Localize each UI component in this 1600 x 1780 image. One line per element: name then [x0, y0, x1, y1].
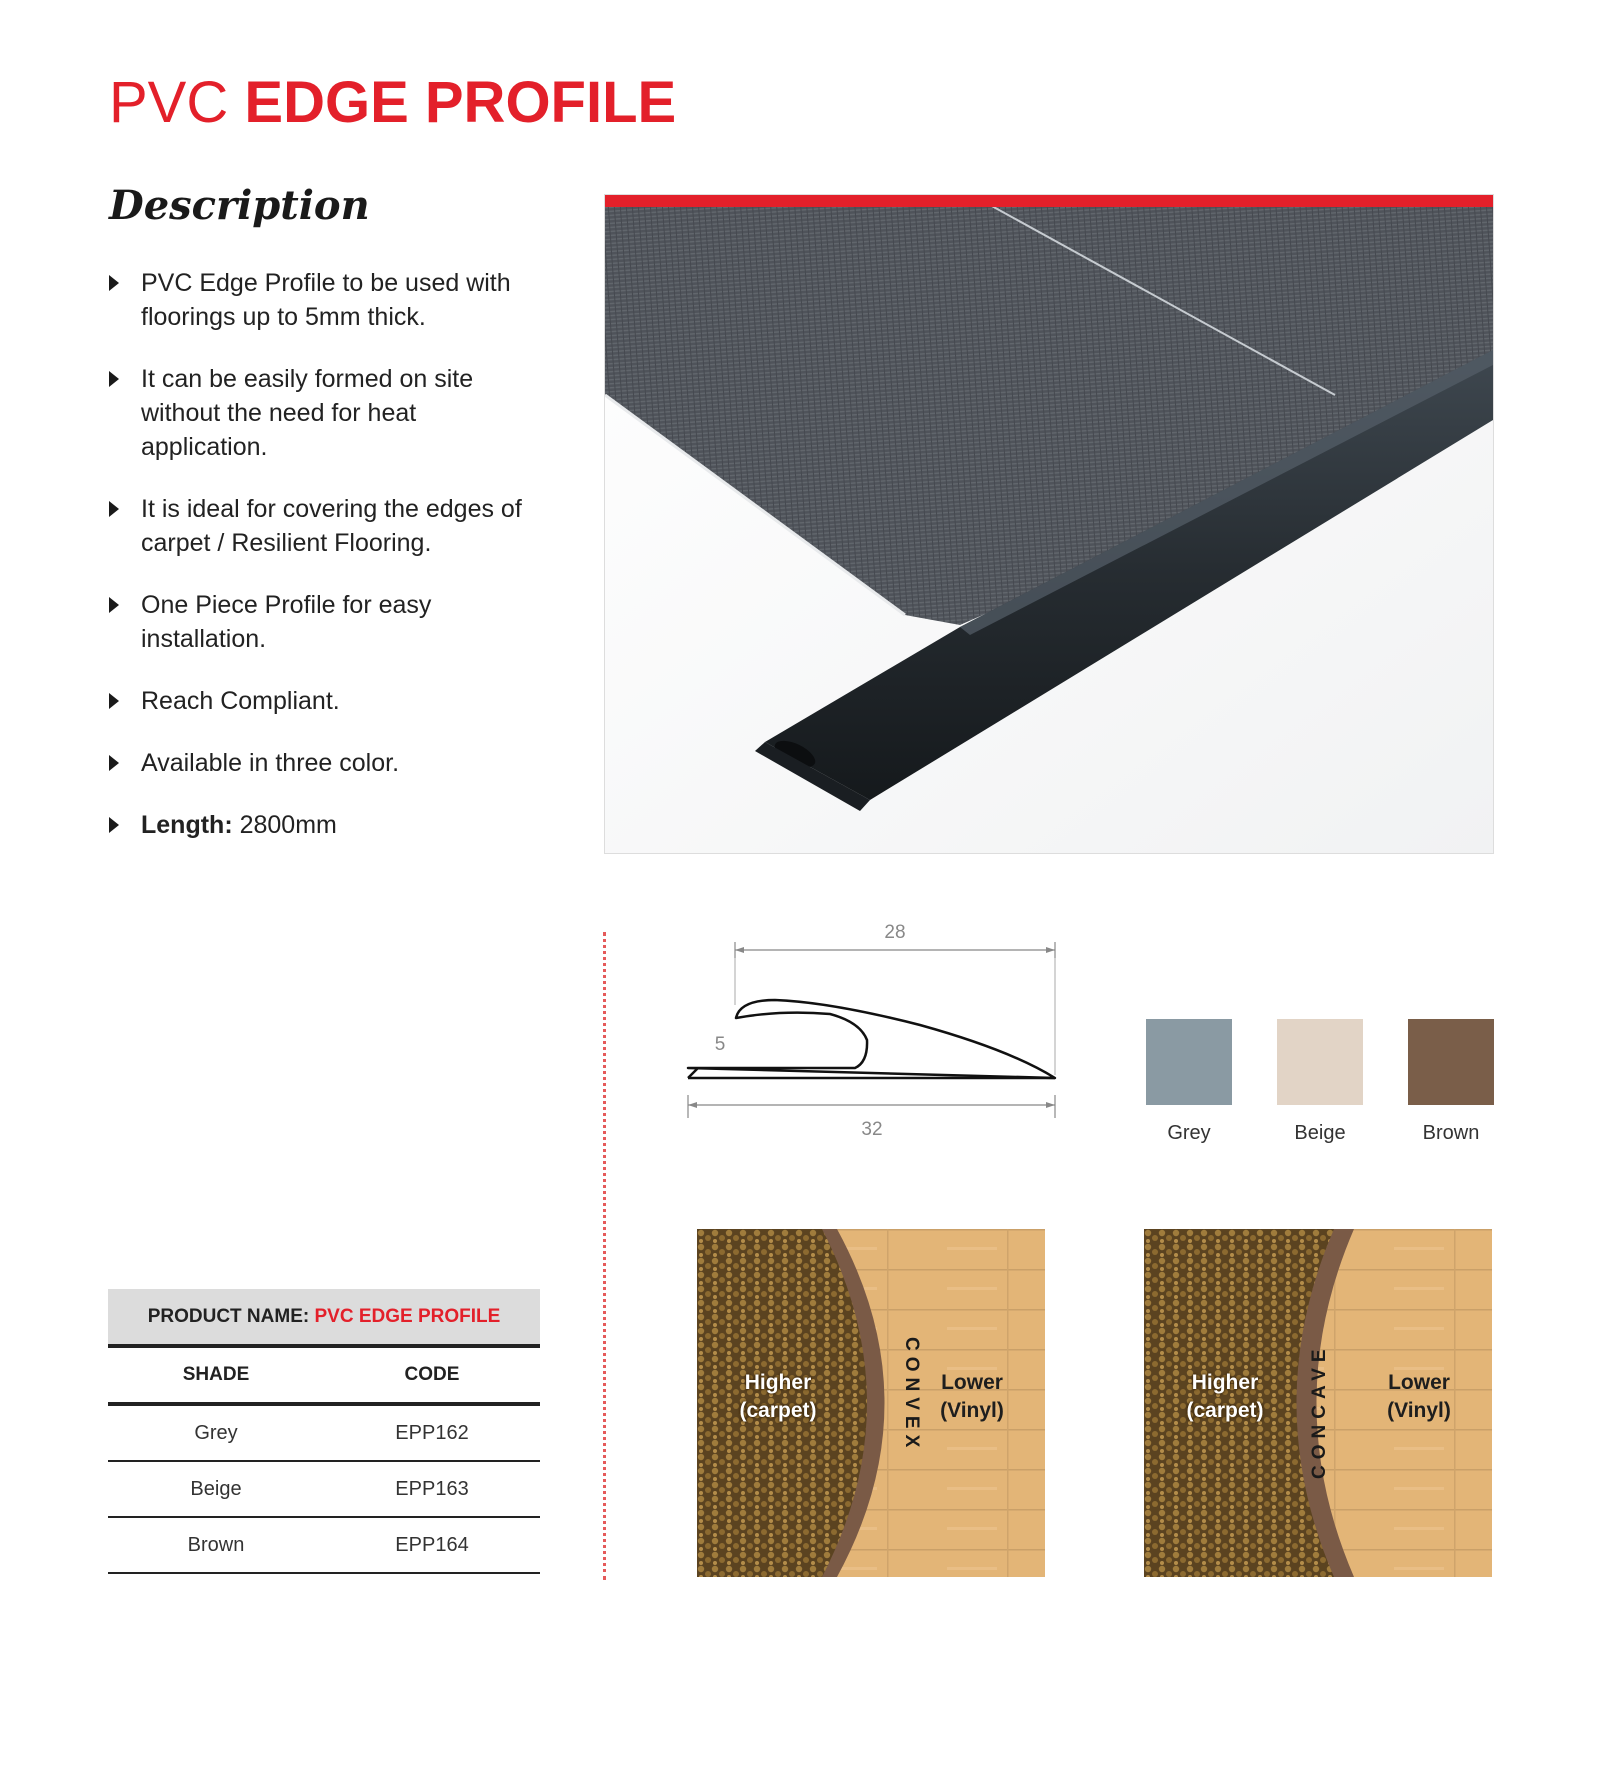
cross-section-diagram — [680, 910, 1080, 1150]
dotted-divider — [603, 932, 606, 1580]
list-item: It can be easily formed on site without the need for heat application. — [107, 362, 547, 464]
bottom-dim-label: 32 — [861, 1119, 883, 1140]
swatch-label-beige: Beige — [1294, 1122, 1346, 1144]
bullet-triangle-icon — [109, 371, 119, 387]
description-list — [107, 266, 547, 870]
cell-code: EPP162 — [395, 1421, 469, 1444]
cell-shade: Beige — [190, 1477, 242, 1500]
height-dim-label: 5 — [714, 1034, 726, 1055]
bullet-triangle-icon — [109, 501, 119, 517]
table-column-headers — [108, 1348, 540, 1406]
swatch-label-brown: Brown — [1422, 1122, 1480, 1144]
bullet-triangle-icon — [109, 817, 119, 833]
product-name-value: PVC EDGE PROFILE — [314, 1306, 501, 1327]
swatch-brown — [1408, 1019, 1494, 1105]
list-item: One Piece Profile for easy installation. — [107, 588, 547, 656]
swatch-beige — [1277, 1019, 1363, 1105]
bullet-triangle-icon — [109, 755, 119, 771]
description-heading: Description — [109, 182, 370, 229]
cell-shade: Brown — [187, 1533, 245, 1556]
length-value: 2800mm — [239, 811, 337, 839]
list-item: PVC Edge Profile to be used with floorings up to 5mm thick. — [107, 266, 547, 334]
table-row — [108, 1518, 540, 1574]
column-header-code: CODE — [404, 1364, 460, 1385]
bullet-triangle-icon — [109, 693, 119, 709]
convex-label: CONVEX — [901, 1337, 922, 1454]
convex-lower-label: Lower (Vinyl) — [940, 1371, 1004, 1422]
cell-code: EPP164 — [395, 1533, 469, 1556]
length-label: Length: — [141, 811, 233, 839]
column-header-shade: SHADE — [182, 1364, 250, 1385]
swatch-label-grey: Grey — [1167, 1122, 1211, 1144]
concave-higher-label: Higher (carpet) — [1186, 1371, 1264, 1422]
convex-higher-label: Higher (carpet) — [739, 1371, 817, 1422]
table-row — [108, 1406, 540, 1462]
concave-tile — [1144, 1229, 1492, 1577]
page-title — [109, 68, 676, 138]
bullet-triangle-icon — [109, 597, 119, 613]
title-bold: EDGE PROFILE — [244, 70, 677, 135]
concave-lower-label: Lower (Vinyl) — [1387, 1371, 1451, 1422]
product-name-label: PRODUCT NAME: — [147, 1306, 310, 1327]
convex-tile — [697, 1229, 1045, 1577]
list-item: Reach Compliant. — [107, 684, 547, 718]
top-dim-label: 28 — [884, 922, 906, 943]
profile-outline — [688, 1000, 1055, 1078]
cell-shade: Grey — [194, 1421, 238, 1444]
list-item-length — [107, 808, 547, 842]
swatch-grey — [1146, 1019, 1232, 1105]
bullet-triangle-icon — [109, 275, 119, 291]
product-table — [108, 1289, 540, 1574]
table-row — [108, 1462, 540, 1518]
title-light: PVC — [109, 70, 229, 135]
product-photo-illustration — [605, 195, 1493, 853]
product-table-header — [108, 1289, 540, 1348]
list-item: It is ideal for covering the edges of carpet / Resilient Flooring. — [107, 492, 547, 560]
cell-code: EPP163 — [395, 1477, 469, 1500]
list-item: Available in three color. — [107, 746, 547, 780]
concave-label: CONCAVE — [1309, 1343, 1330, 1479]
product-photo — [604, 194, 1494, 854]
